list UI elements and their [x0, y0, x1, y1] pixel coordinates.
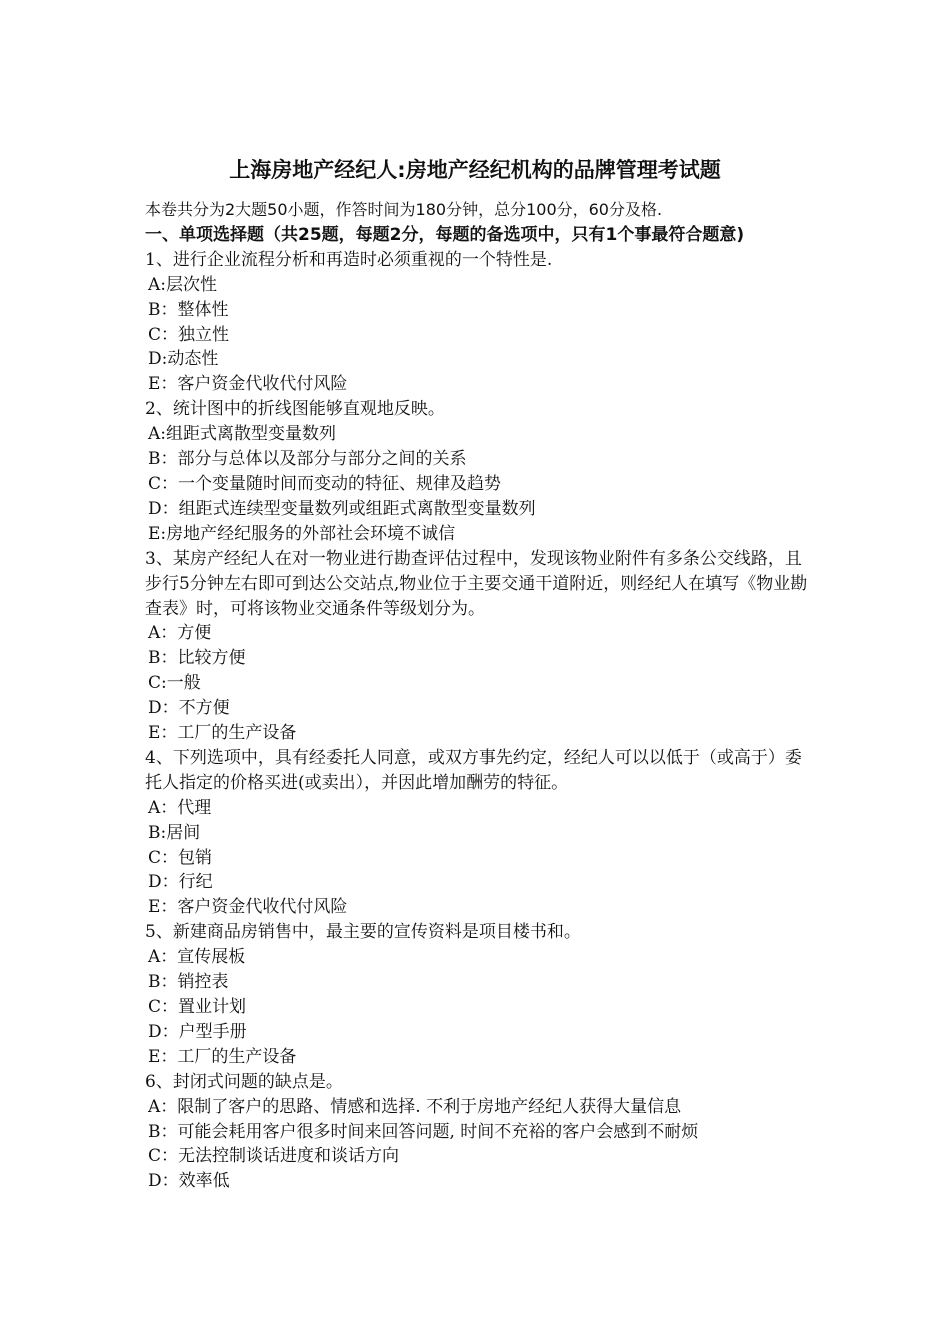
- option-e: E：客户资金代收代付风险: [148, 374, 348, 395]
- option-c: C：置业计划: [148, 997, 247, 1017]
- option-e: E：工厂的生产设备: [148, 723, 297, 744]
- option-a: A:组距式离散型变量数列: [148, 424, 337, 445]
- option-c: C：包销: [148, 847, 213, 868]
- option-c: C：独立性: [148, 324, 230, 345]
- exam-intro: 本卷共分为2大题50小题，作答时间为180分钟，总分100分，60分及格.: [145, 200, 663, 219]
- question-stem: 2、统计图中的折线图能够直观地反映。: [145, 399, 445, 420]
- option-b: B：可能会耗用客户很多时间来回答问题, 时间不充裕的客户会感到不耐烦: [148, 1121, 699, 1142]
- option-a: A：限制了客户的思路、情感和选择. 不利于房地产经纪人获得大量信息: [148, 1096, 682, 1117]
- option-d: D:动态性: [148, 349, 219, 370]
- question-block: [145, 397, 813, 546]
- document-body: [145, 198, 813, 1194]
- option-b: B：销控表: [148, 972, 229, 993]
- question-block: [145, 920, 813, 1069]
- question-block: [145, 1070, 813, 1195]
- option-d: D：组距式连续型变量数列或组距式离散型变量数列: [148, 498, 536, 519]
- question-stem: 3、某房产经纪人在对一物业进行勘查评估过程中，发现该物业附件有多条公交线路，且步行5分钟左右即可到达公交站点,物业位于主要交通干道附近，则经纪人在填写《物业勘查表》时，可将该物业交通条件等级划分为。: [145, 548, 808, 619]
- option-b: B：整体性: [148, 299, 229, 320]
- option-b: B：比较方便: [148, 648, 246, 669]
- option-e: E：客户资金代收代付风险: [148, 897, 348, 918]
- question-stem: 1、进行企业流程分析和再造时必须重视的一个特性是.: [145, 249, 553, 270]
- option-d: D：行纪: [148, 872, 213, 893]
- question-block: [145, 248, 813, 397]
- option-a: A：宣传展板: [148, 947, 246, 968]
- question-block: [145, 547, 813, 746]
- option-e: E：工厂的生产设备: [148, 1046, 297, 1067]
- question-stem: 4、下列选项中，具有经委托人同意，或双方事先约定，经纪人可以以低于（或高于）委托人指定的价格买进(或卖出），并因此增加酬劳的特征。: [145, 747, 802, 793]
- question-stem: 6、封闭式问题的缺点是。: [145, 1071, 343, 1092]
- option-c: C：一个变量随时间而变动的特征、规律及趋势: [148, 473, 502, 494]
- option-d: D：户型手册: [148, 1021, 247, 1042]
- option-a: A:层次性: [148, 274, 218, 295]
- option-c: C:一般: [148, 673, 201, 694]
- question-stem: 5、新建商品房销售中，最主要的宣传资料是项目楼书和。: [145, 922, 581, 943]
- option-b: B:居间: [148, 822, 201, 843]
- question-block: [145, 746, 813, 920]
- option-a: A：代理: [148, 797, 212, 818]
- document-title: 上海房地产经纪人:房地产经纪机构的品牌管理考试题: [229, 158, 721, 182]
- option-e: E:房地产经纪服务的外部社会环境不诚信: [148, 523, 456, 544]
- option-d: D：效率低: [148, 1171, 230, 1192]
- option-b: B：部分与总体以及部分与部分之间的关系: [148, 449, 467, 470]
- option-a: A：方便: [148, 623, 212, 644]
- option-c: C：无法控制谈话进度和谈话方向: [148, 1146, 400, 1167]
- section-heading: 一、单项选择题（共25题，每题2分，每题的备选项中，只有1个事最符合题意): [145, 224, 745, 245]
- option-d: D：不方便: [148, 698, 230, 719]
